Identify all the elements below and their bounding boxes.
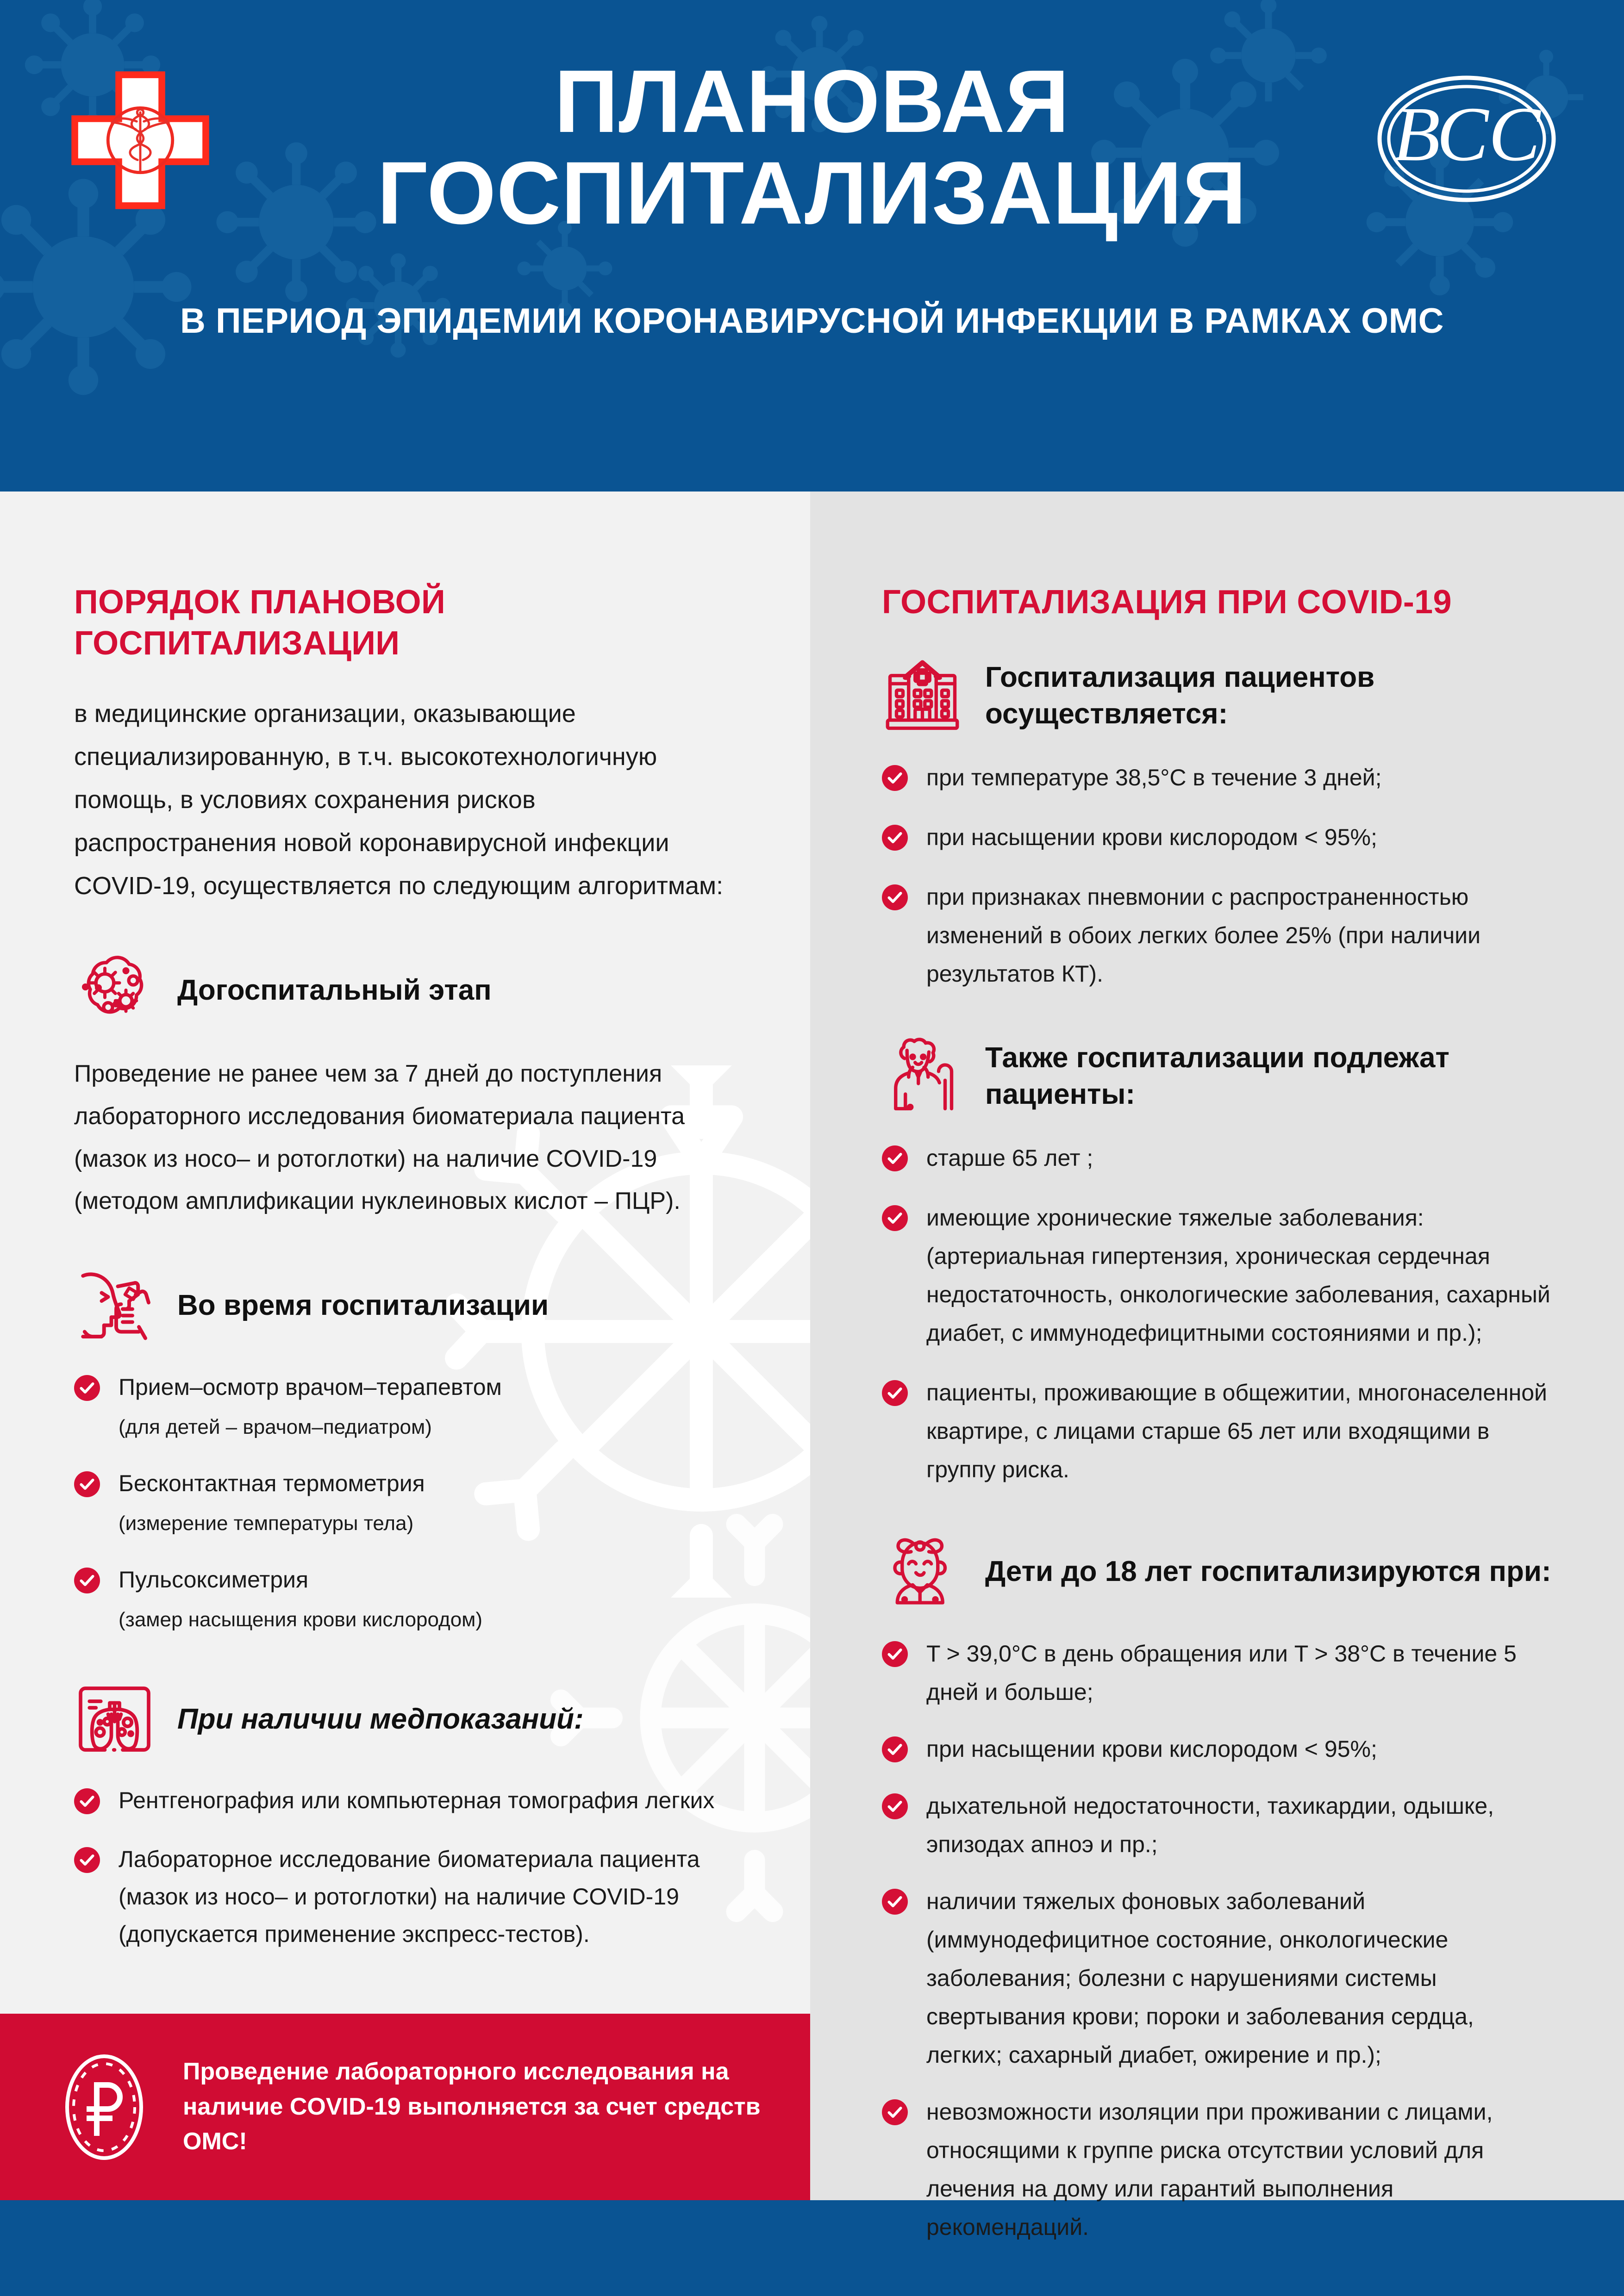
check-badge-icon xyxy=(882,1145,908,1171)
list-item xyxy=(882,1199,1555,1352)
check-badge-icon xyxy=(882,884,908,910)
list-item-text: T > 39,0°C в день обращения или T > 38°C в течение 5 дней и больше; xyxy=(926,1640,1517,1705)
list-item-text: дыхательной недостаточности, тахикардии, одышке, эпизодах апноэ и пр.; xyxy=(926,1792,1494,1857)
list-item xyxy=(74,1561,736,1636)
list-item-text: невозможности изоляции при проживании с лицами, относящими к группе риска отсутствии условий для лечения на дому или гарантий выполнения рекомендаций. xyxy=(926,2098,1493,2240)
block-heading: Госпитализация пациентов осуществляется: xyxy=(985,661,1375,730)
check-badge-icon xyxy=(882,1736,908,1762)
check-badge-icon xyxy=(74,1788,100,1814)
block-heading: Также госпитализации подлежат пациенты: xyxy=(985,1041,1449,1111)
left-intro-paragraph: в медицинские организации, оказывающие специализированную, в т.ч. высокотехнологичную помощь, в условиях сохранения рисков распространения новой коронавирусной инфекции COVID-19, осуществляется по следующим алгоритмам: xyxy=(74,700,724,900)
list-item xyxy=(882,1787,1555,1864)
list-item-main: Прием–осмотр врачом–терапевтом xyxy=(119,1374,502,1400)
thermometry-head-icon xyxy=(74,1265,155,1346)
list-item xyxy=(74,1782,736,1819)
list-item-text: при температуре 38,5°C в течение 3 дней; xyxy=(926,764,1382,790)
list-item-text: при признаках пневмонии с распространенностью изменений в обоих легких более 25% (при наличии результатов КТ). xyxy=(926,884,1481,987)
list-item-text: при насыщении крови кислородом < 95%; xyxy=(926,1736,1377,1762)
block-heading: Во время госпитализации xyxy=(177,1289,549,1322)
pre-hospital-paragraph: Проведение не ранее чем за 7 дней до поступления лабораторного исследования биоматериала пациента (мазок из носо– и ротоглотки) на наличие COVID-19 (методом амплификации нуклеиновых кислот – ПЦР). xyxy=(74,1060,685,1215)
check-badge-icon xyxy=(74,1847,100,1873)
left-section-title: ПОРЯДОК ПЛАНОВОЙ ГОСПИТАЛИЗАЦИИ xyxy=(74,584,446,662)
list-item-text: имеющие хронические тяжелые заболевания: (артериальная гипертензия, хроническая сердечная недостаточность, онкологические заболевания, сахарный диабет, с иммунодефицитными состояниями и пр.); xyxy=(926,1204,1550,1346)
list-item-text xyxy=(119,1561,482,1636)
list-item xyxy=(882,1374,1555,1489)
title-line-1: ПЛАНОВАЯ xyxy=(554,51,1070,151)
list-item-sub: (замер насыщения крови кислородом) xyxy=(119,1608,483,1631)
check-badge-icon xyxy=(882,825,908,851)
oms-banner-text: Проведение лабораторного исследования на наличие COVID-19 выполняется за счет средств ОМС! xyxy=(183,2058,761,2155)
hospital-building-icon xyxy=(882,655,963,736)
vss-logo-text: ВСС xyxy=(1393,91,1541,177)
block-during-hospitalization xyxy=(74,1265,736,1346)
virus-cells-icon xyxy=(74,950,155,1031)
check-badge-icon xyxy=(74,1568,100,1593)
also-subject-patients-list xyxy=(882,1139,1555,1489)
block-hospitalization-criteria xyxy=(882,655,1555,736)
block-pre-hospital-stage xyxy=(74,950,736,1031)
vss-company-logo xyxy=(1374,69,1559,208)
list-item-text: при насыщении крови кислородом < 95%; xyxy=(926,824,1377,850)
list-item-sub: (измерение температуры тела) xyxy=(119,1512,414,1535)
list-item xyxy=(882,818,1555,857)
check-badge-icon xyxy=(882,1641,908,1667)
list-item-main: Бесконтактная термометрия xyxy=(119,1470,425,1496)
children-criteria-list xyxy=(882,1635,1555,2246)
check-badge-icon xyxy=(74,1375,100,1401)
elderly-person-icon xyxy=(882,1036,963,1117)
poster-subtitle: В ПЕРИОД ЭПИДЕМИИ КОРОНАВИРУСНОЙ ИНФЕКЦИИ В РАМКАХ ОМС xyxy=(180,301,1444,341)
list-item-text: старше 65 лет ; xyxy=(926,1145,1093,1171)
check-badge-icon xyxy=(882,765,908,791)
right-section-title: ГОСПИТАЛИЗАЦИЯ ПРИ COVID-19 xyxy=(882,584,1452,621)
child-face-icon xyxy=(882,1531,963,1612)
check-badge-icon xyxy=(882,1380,908,1406)
list-item-text: наличии тяжелых фоновых заболеваний (иммунодефицитное состояние, онкологические заболевания; болезни с нарушениями системы свертывания крови; пороки и заболевания сердца, легких; сахарный диабет, ожирение и пр.); xyxy=(926,1888,1474,2068)
list-item-text: пациенты, проживающие в общежитии, многонаселенной квартире, с лицами старше 65 лет или входящими в группу риска. xyxy=(926,1379,1547,1482)
block-medical-indications xyxy=(74,1679,736,1760)
block-heading: Догоспитальный этап xyxy=(177,974,492,1007)
list-item xyxy=(74,1841,736,1953)
poster-header xyxy=(0,0,1624,492)
check-badge-icon xyxy=(882,1205,908,1231)
list-item xyxy=(882,1635,1555,1711)
list-item xyxy=(882,1882,1555,2074)
list-item xyxy=(882,2093,1555,2246)
hospitalization-criteria-list xyxy=(882,759,1555,993)
check-badge-icon xyxy=(882,2099,908,2125)
list-item xyxy=(882,759,1555,797)
title-line-2: ГОСПИТАЛИЗАЦИЯ xyxy=(377,143,1247,243)
list-item-sub: (для детей – врачом–педиатром) xyxy=(119,1415,432,1438)
medical-indications-list xyxy=(74,1782,736,1953)
block-heading: Дети до 18 лет госпитализируются при: xyxy=(985,1556,1551,1588)
list-item-text xyxy=(119,1465,425,1540)
check-badge-icon xyxy=(882,1889,908,1915)
oms-payment-banner xyxy=(0,2014,810,2200)
list-item-text: Лабораторное исследование биоматериала пациента (мазок из носо– и ротоглотки) на наличие COVID-19 (допускается применение экспресс-тестов). xyxy=(119,1846,700,1948)
check-badge-icon xyxy=(74,1471,100,1497)
block-heading: При наличии медпоказаний: xyxy=(177,1703,584,1736)
list-item-text: Рентгенография или компьютерная томография легких xyxy=(119,1787,715,1814)
right-column xyxy=(810,492,1624,2296)
list-item xyxy=(74,1465,736,1540)
ruble-coin-icon xyxy=(58,2052,150,2163)
check-badge-icon xyxy=(882,1793,908,1819)
list-item xyxy=(882,878,1555,993)
list-item xyxy=(882,1139,1555,1177)
list-item-main: Пульсоксиметрия xyxy=(119,1567,309,1593)
during-hospitalization-list xyxy=(74,1369,736,1636)
lungs-xray-icon xyxy=(74,1679,155,1760)
list-item-text xyxy=(119,1369,502,1444)
list-item xyxy=(882,1730,1555,1768)
block-children-under-18 xyxy=(882,1531,1555,1612)
block-also-subject-patients xyxy=(882,1036,1555,1117)
list-item xyxy=(74,1369,736,1444)
